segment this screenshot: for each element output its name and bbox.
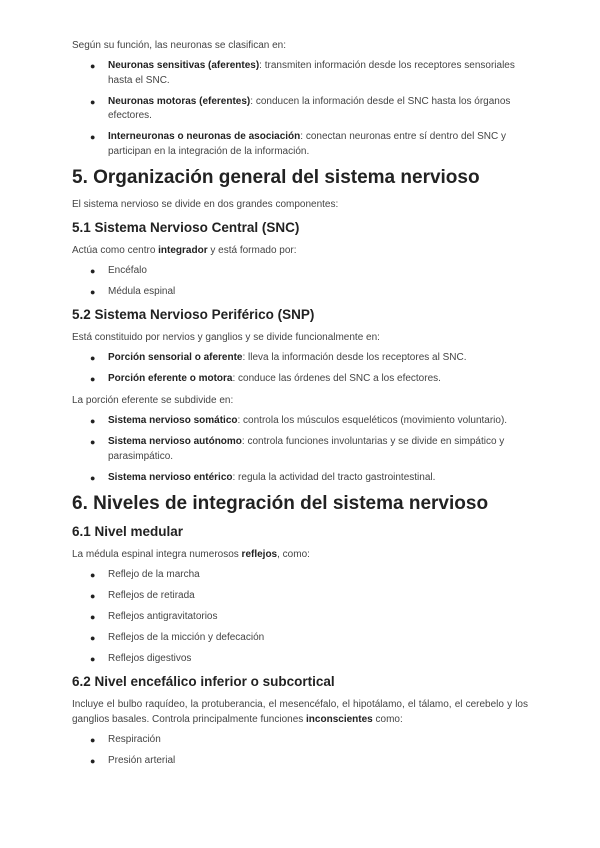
- list-item: ● Porción sensorial o aferente: lleva la información desde los receptores al SNC.: [72, 351, 528, 366]
- section-6-1-text: La médula espinal integra numerosos reflejos, como:: [72, 548, 310, 560]
- list-item: ● Sistema nervioso autónomo: controla funciones involuntarias y se divide en simpático y parasimpático.: [90, 436, 505, 462]
- section-5-2-intro: Está constituido por nervios y ganglios y se divide funcionalmente en:: [72, 332, 380, 343]
- section-5-heading: 5. Organización general del sistema nervioso: [72, 166, 480, 188]
- section-5-intro: El sistema nervioso se divide en dos grandes componentes:: [72, 198, 339, 210]
- bullet-icon: ●: [90, 611, 96, 622]
- section-6-1-heading: 6.1 Nivel medular: [72, 523, 184, 539]
- bullet-icon: ●: [90, 353, 96, 363]
- bullet-icon: ●: [90, 735, 96, 745]
- bullet-icon: ●: [90, 472, 96, 483]
- list-item: ● Reflejo de la marcha: [72, 568, 528, 583]
- list-item: ● Reflejos de retirada: [72, 589, 528, 604]
- unconscious-functions-list: [72, 733, 528, 769]
- list-item: ● Encéfalo: [72, 264, 528, 279]
- list-item: ● Sistema nervioso somático: controla los músculos esqueléticos (movimiento voluntario).: [72, 414, 528, 429]
- snc-components-list: [72, 264, 528, 300]
- bullet-icon: ●: [90, 653, 96, 664]
- list-item: ● Sistema nervioso entérico: regula la actividad del tracto gastrointestinal.: [72, 471, 528, 486]
- list-item: ● Médula espinal: [72, 285, 528, 300]
- section-5-1-heading: 5.1 Sistema Nervioso Central (SNC): [72, 219, 300, 235]
- bullet-icon: ●: [90, 590, 96, 601]
- list-item: ● Interneuronas o neuronas de asociación: conectan neuronas entre sí dentro del SNC y participan en la integración de la información.: [90, 131, 506, 157]
- section-5-1-text: Actúa como centro integrador y está formado por:: [72, 244, 297, 256]
- bullet-icon: ●: [90, 756, 96, 766]
- neuron-classification-intro: Según su función, las neuronas se clasifican en:: [72, 40, 287, 51]
- bullet-icon: ●: [90, 416, 96, 426]
- bullet-icon: ●: [90, 265, 96, 276]
- efferent-subdivision-intro: La porción eferente se subdivide en:: [72, 395, 234, 406]
- efferent-subdivisions-list: [72, 414, 528, 485]
- list-item: ● Reflejos antigravitatorios: [72, 610, 528, 625]
- list-item: ● Reflejos digestivos: [72, 652, 528, 667]
- neuron-types-list: [72, 59, 528, 159]
- bullet-icon: ●: [90, 374, 96, 384]
- list-item: ● Presión arterial: [72, 754, 528, 769]
- section-6-heading: 6. Niveles de integración del sistema nervioso: [72, 492, 489, 514]
- bullet-icon: ●: [90, 132, 96, 142]
- bullet-icon: ●: [90, 632, 96, 643]
- list-item: ● Respiración: [72, 733, 528, 748]
- section-6-2-text: Incluye el bulbo raquídeo, la protuberancia, el mesencéfalo, el hipotálamo, el tálamo, el cerebelo y los ganglios basales. Controla principalmente funciones inconscientes como:: [72, 699, 528, 725]
- bullet-icon: ●: [90, 437, 96, 447]
- list-item: ● Reflejos de la micción y defecación: [72, 631, 528, 646]
- bullet-icon: ●: [90, 96, 96, 107]
- snp-portions-list: [72, 351, 528, 387]
- section-6-2-heading: 6.2 Nivel encefálico inferior o subcortical: [72, 674, 335, 689]
- bullet-icon: ●: [90, 61, 96, 71]
- reflexes-list: [72, 568, 528, 667]
- bullet-icon: ●: [90, 569, 96, 580]
- bullet-icon: ●: [90, 286, 96, 297]
- list-item: ● Porción eferente o motora: conduce las órdenes del SNC a los efectores.: [72, 372, 528, 387]
- list-item: ● Neuronas motoras (eferentes): conducen la información desde el SNC hasta los órganos efectores.: [90, 95, 511, 121]
- list-item: ● Neuronas sensitivas (aferentes): transmiten información desde los receptores sensoriales hasta el SNC.: [90, 60, 515, 86]
- section-5-2-heading: 5.2 Sistema Nervioso Periférico (SNP): [72, 307, 315, 322]
